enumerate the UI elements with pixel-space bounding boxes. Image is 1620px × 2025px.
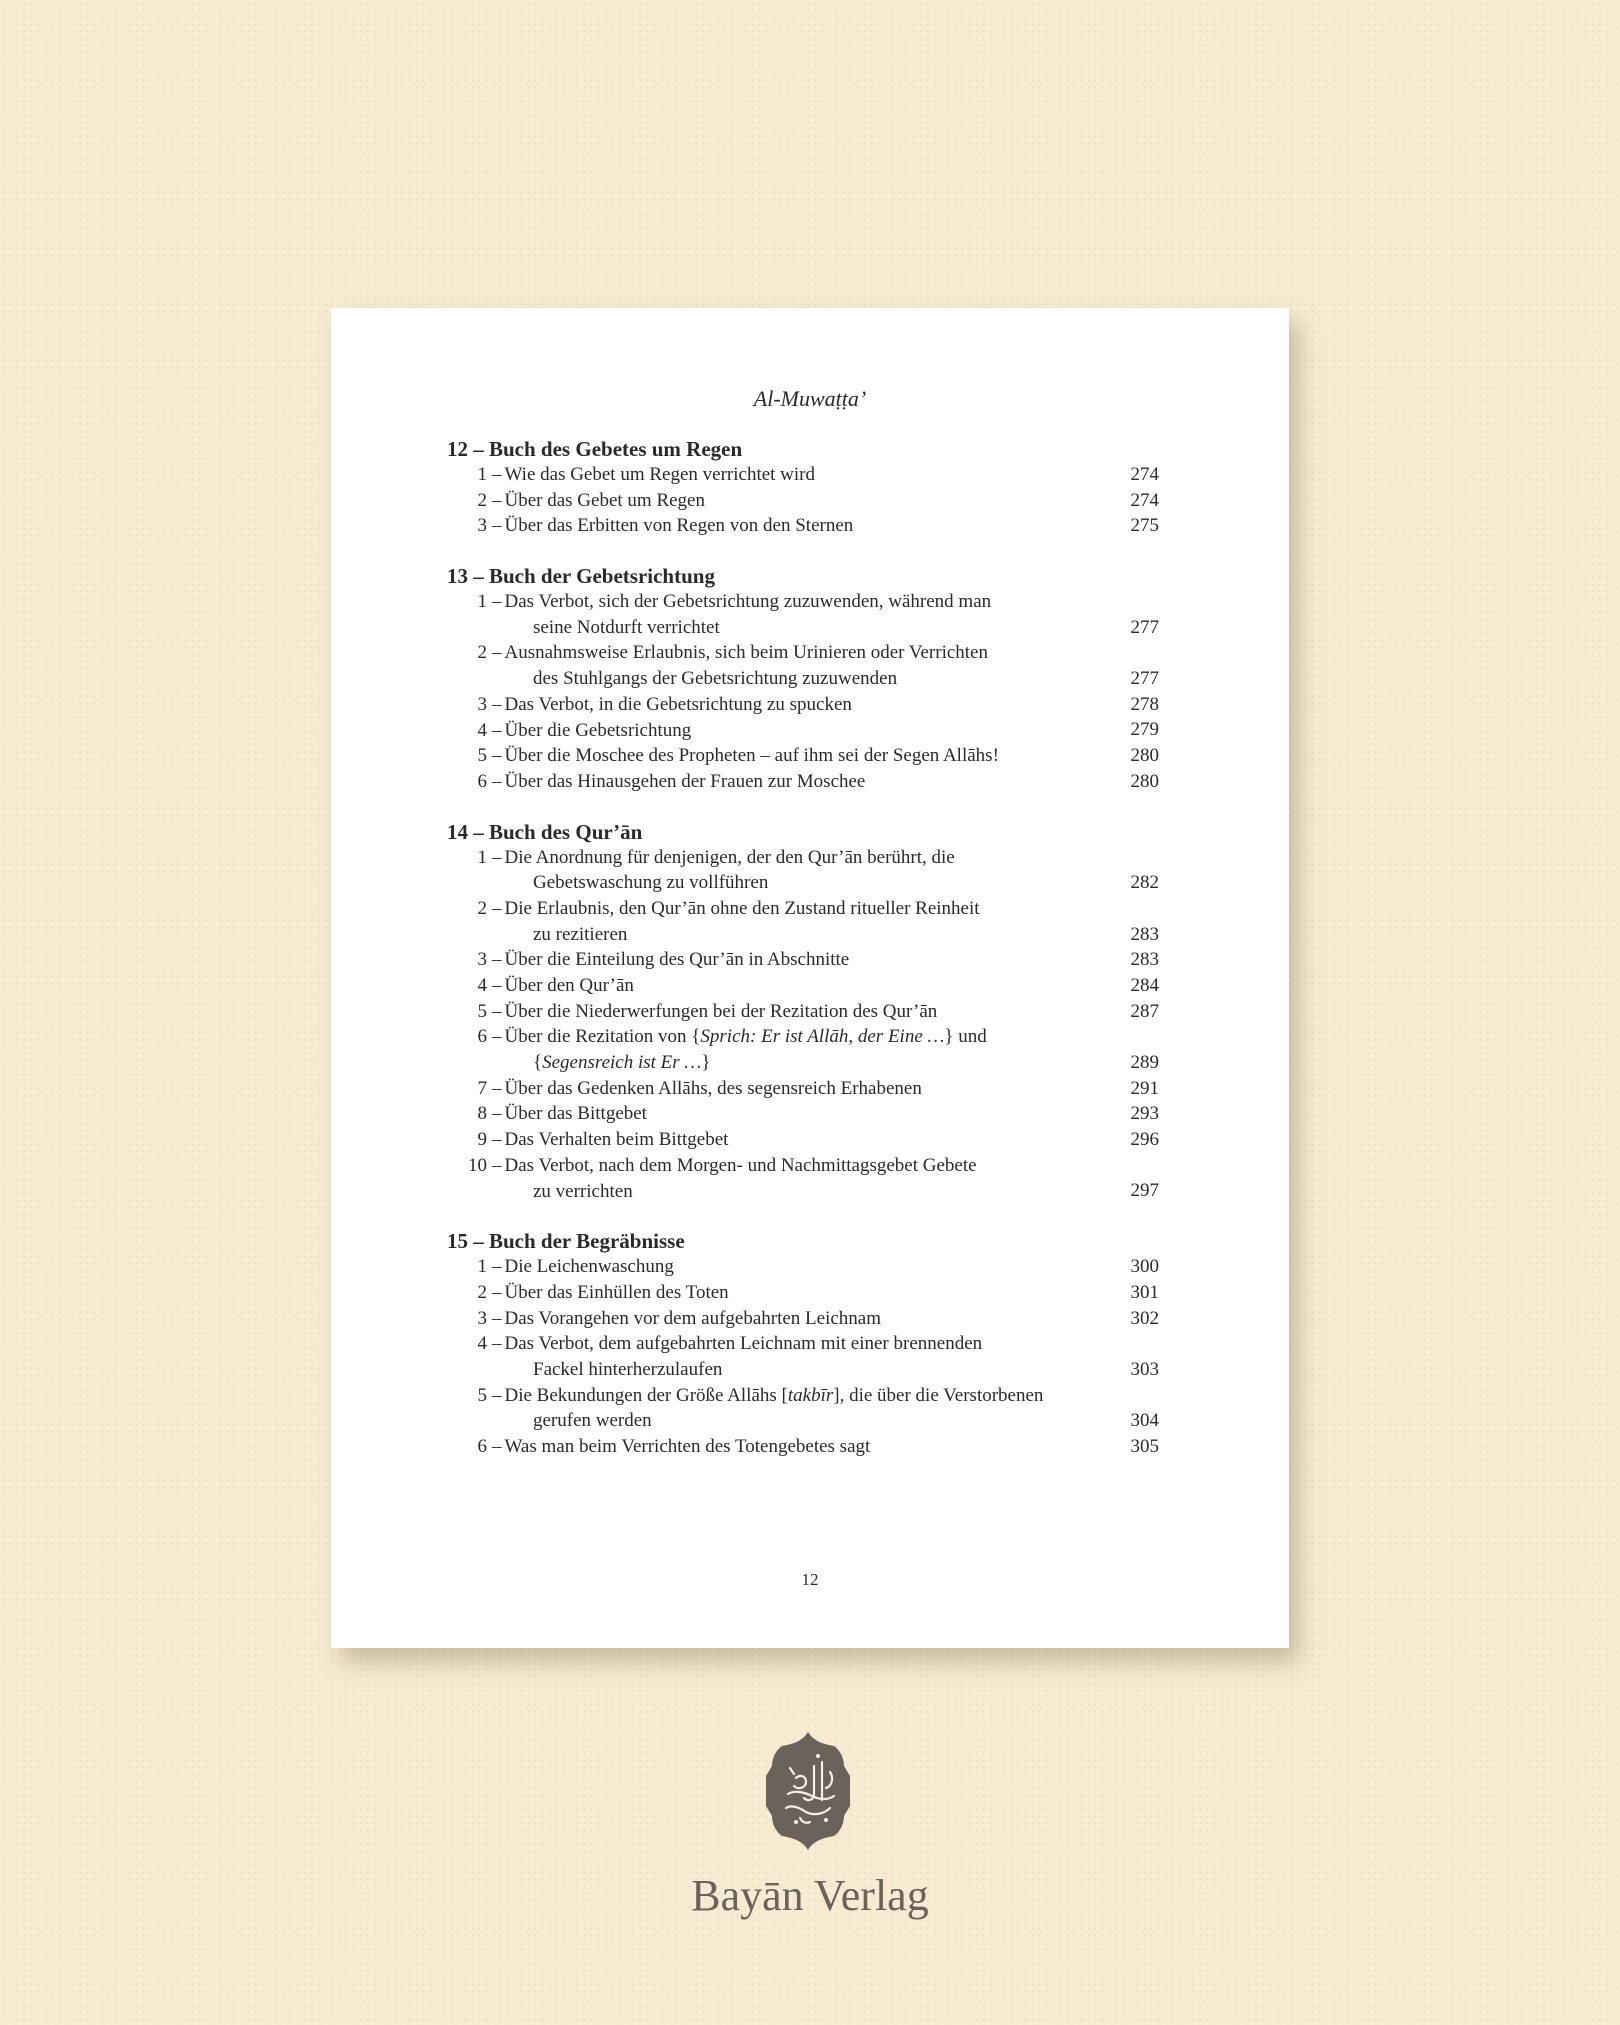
toc-entry-continuation xyxy=(447,1050,1159,1076)
entry-dash: – xyxy=(492,1077,502,1099)
toc-entry-line xyxy=(447,692,1159,718)
entry-text-italic: Sprich: Er ist Allāh, der Eine … xyxy=(700,1026,945,1048)
toc-entry-line xyxy=(447,973,1159,999)
entry-number: 2 xyxy=(477,489,487,511)
entry-dash: – xyxy=(492,642,502,664)
toc-entry-continuation: seine Notdurft verrichtet xyxy=(533,616,720,638)
entry-text: Ausnahmsweise Erlaubnis, sich beim Urinieren oder Verrichten xyxy=(504,642,988,664)
entry-text: gerufen werden xyxy=(533,1410,652,1432)
toc-entry-line xyxy=(447,462,1159,488)
toc-entry xyxy=(447,1306,1159,1332)
toc-entry xyxy=(447,947,1159,973)
entry-text: Das Verhalten beim Bittgebet xyxy=(504,1129,729,1151)
toc-entry xyxy=(447,1280,1159,1306)
entry-number: 10 xyxy=(468,1154,487,1176)
toc-entry xyxy=(447,1331,1159,1382)
entry-page-number: 293 xyxy=(1130,1103,1159,1125)
entry-text: Über das Bittgebet xyxy=(504,1103,647,1125)
publisher-name: Bayān Verlag xyxy=(691,1871,929,1920)
toc-entry xyxy=(447,513,1159,539)
toc-entry-line xyxy=(447,1383,1159,1409)
entry-number: 1 xyxy=(477,591,487,613)
entry-text: Das Verbot, nach dem Morgen- und Nachmittagsgebet Gebete xyxy=(504,1154,977,1176)
entry-number: 3 xyxy=(477,949,487,971)
toc-entry-line xyxy=(447,1254,1159,1280)
toc-entry xyxy=(447,845,1159,896)
entry-page-number: 289 xyxy=(1130,1052,1159,1074)
entry-number: 3 xyxy=(477,515,487,537)
entry-number: 9 xyxy=(477,1129,487,1151)
toc-entry xyxy=(447,743,1159,769)
entry-page-number: 296 xyxy=(1130,1129,1159,1151)
toc-entry-line xyxy=(447,640,1159,666)
entry-page-number: 277 xyxy=(1130,616,1159,638)
toc-book-section xyxy=(447,436,1159,539)
entry-number: 1 xyxy=(477,464,487,485)
entry-dash: – xyxy=(492,1436,502,1457)
entry-page-number: 279 xyxy=(1130,719,1159,741)
entry-number: 2 xyxy=(477,897,487,919)
toc-entry xyxy=(447,589,1159,640)
toc-entry-line xyxy=(447,589,1159,615)
entry-text: Das Verbot, sich der Gebetsrichtung zuzuwenden, während man xyxy=(504,591,992,613)
entry-text: Die Leichenwaschung xyxy=(504,1256,674,1278)
entry-page-number: 291 xyxy=(1130,1077,1159,1099)
entry-page-number: 283 xyxy=(1130,949,1159,971)
entry-page-number: 305 xyxy=(1130,1435,1159,1457)
entry-page-number: 280 xyxy=(1130,745,1159,767)
entry-page-number: 274 xyxy=(1130,489,1159,511)
toc-entry-line xyxy=(447,513,1159,539)
toc-entry-continuation: des Stuhlgangs der Gebetsrichtung zuzuwenden xyxy=(533,668,898,690)
toc-entry xyxy=(447,1434,1159,1460)
toc-entry xyxy=(447,1101,1159,1127)
toc-entry-line xyxy=(447,1076,1159,1102)
entry-number: 5 xyxy=(477,745,487,767)
toc-entry xyxy=(447,1076,1159,1102)
entry-number: 5 xyxy=(477,1000,487,1022)
entry-text: Die Erlaubnis, den Qur’ān ohne den Zustand ritueller Reinheit xyxy=(504,897,980,919)
toc-entry-line xyxy=(447,845,1159,871)
entry-number: 1 xyxy=(477,846,487,868)
entry-text-italic: Segensreich ist Er … xyxy=(542,1052,702,1074)
entry-page-number: 274 xyxy=(1130,463,1159,485)
entry-page-number: 275 xyxy=(1130,515,1159,537)
entry-page-number: 302 xyxy=(1130,1307,1159,1329)
entry-dash: – xyxy=(492,489,502,511)
table-of-contents xyxy=(447,436,1159,1484)
entry-dash: – xyxy=(492,1103,502,1125)
entry-dash: – xyxy=(492,464,502,485)
book-page xyxy=(331,308,1289,1648)
entry-number: 6 xyxy=(477,770,487,792)
entry-dash: – xyxy=(492,1333,502,1355)
entry-dash: – xyxy=(492,770,502,792)
toc-entry xyxy=(447,1383,1159,1434)
entry-text: Über den Qur’ān xyxy=(504,975,634,996)
toc-entry-line xyxy=(447,1280,1159,1306)
entry-dash: – xyxy=(492,1154,502,1176)
toc-entry xyxy=(447,999,1159,1025)
entry-text: Über die Niederwerfungen bei der Rezitation des Qur’ān xyxy=(504,1000,938,1022)
entry-dash: – xyxy=(492,1000,502,1022)
entry-text: Über die Einteilung des Qur’ān in Abschnitte xyxy=(504,949,850,971)
entry-number: 2 xyxy=(477,1281,487,1303)
toc-entry-line xyxy=(447,769,1159,795)
entry-number: 2 xyxy=(477,642,487,664)
entry-page-number: 304 xyxy=(1130,1410,1159,1432)
entry-text: } xyxy=(701,1052,711,1074)
toc-entry xyxy=(447,488,1159,514)
toc-entry-line xyxy=(447,1306,1159,1332)
entry-dash: – xyxy=(492,949,502,971)
entry-dash: – xyxy=(492,1384,502,1406)
toc-entry-line xyxy=(447,743,1159,769)
toc-entry xyxy=(447,1254,1159,1280)
entry-text-italic: takbīr xyxy=(787,1384,834,1406)
entry-dash: – xyxy=(492,1256,502,1278)
entry-dash: – xyxy=(492,897,502,919)
entry-text: Die Bekundungen der Größe Allāhs [ xyxy=(504,1384,788,1406)
entry-dash: – xyxy=(492,846,502,868)
toc-entry-line xyxy=(447,1127,1159,1153)
toc-entry-line xyxy=(447,1024,1159,1050)
entry-dash: – xyxy=(492,1026,502,1048)
entry-page-number: 287 xyxy=(1130,1000,1159,1022)
toc-entry xyxy=(447,1153,1159,1204)
toc-entry-line xyxy=(447,999,1159,1025)
entry-dash: – xyxy=(492,591,502,613)
entry-page-number: 300 xyxy=(1130,1256,1159,1278)
toc-entry-line xyxy=(447,947,1159,973)
toc-entry-continuation: Fackel hinterherzulaufen xyxy=(533,1358,723,1380)
entry-text: Über die Gebetsrichtung xyxy=(504,719,692,741)
entry-page-number: 297 xyxy=(1130,1180,1159,1202)
entry-number: 4 xyxy=(477,975,487,996)
toc-book-section xyxy=(447,819,1159,1205)
entry-text: } und xyxy=(944,1026,987,1048)
entry-number: 6 xyxy=(477,1026,487,1048)
toc-entry-line xyxy=(447,718,1159,744)
entry-text: Über das Gebet um Regen xyxy=(504,489,705,511)
entry-dash: – xyxy=(492,719,502,741)
entry-text: Über die Rezitation von { xyxy=(504,1026,701,1048)
entry-brace: { xyxy=(533,1052,543,1074)
entry-text: Über das Einhüllen des Toten xyxy=(504,1281,729,1303)
toc-entry-line xyxy=(447,896,1159,922)
running-head: Al-Muwaṭṭa’ xyxy=(753,386,867,411)
book-title: 12 – Buch des Gebetes um Regen xyxy=(447,437,743,461)
toc-entry xyxy=(447,1024,1159,1075)
entry-number: 1 xyxy=(477,1256,487,1278)
toc-entry xyxy=(447,1127,1159,1153)
entry-dash: – xyxy=(492,1129,502,1151)
entry-text: Über das Hinausgehen der Frauen zur Moschee xyxy=(504,770,866,792)
toc-book-section xyxy=(447,1228,1159,1460)
entry-page-number: 303 xyxy=(1130,1358,1159,1380)
entry-text: Über das Erbitten von Regen von den Sternen xyxy=(504,515,854,537)
entry-text: Über die Moschee des Propheten – auf ihm sei der Segen Allāhs! xyxy=(504,745,999,767)
toc-entry-continuation: Gebetswaschung zu vollführen xyxy=(533,872,769,894)
entry-number: 3 xyxy=(477,1307,487,1329)
entry-dash: – xyxy=(492,1307,502,1329)
toc-entry xyxy=(447,462,1159,488)
entry-text: Das Vorangehen vor dem aufgebahrten Leichnam xyxy=(504,1307,882,1329)
toc-entry-line xyxy=(447,1331,1159,1357)
toc-entry-line xyxy=(447,1153,1159,1179)
entry-dash: – xyxy=(492,515,502,537)
publisher-logo-icon xyxy=(760,1728,856,1854)
entry-number: 7 xyxy=(477,1077,487,1099)
entry-page-number: 280 xyxy=(1130,770,1159,792)
entry-text: ], die über die Verstorbenen xyxy=(833,1384,1044,1406)
book-title: 13 – Buch der Gebetsrichtung xyxy=(447,564,715,589)
entry-text: Über das Gedenken Allāhs, des segensreich Erhabenen xyxy=(504,1077,922,1099)
entry-number: 8 xyxy=(477,1103,487,1125)
entry-number: 4 xyxy=(477,1333,487,1355)
entry-page-number: 283 xyxy=(1130,923,1159,945)
entry-dash: – xyxy=(492,1281,502,1303)
toc-entry-continuation xyxy=(447,1408,1159,1434)
entry-text: Das Verbot, in die Gebetsrichtung zu spucken xyxy=(504,693,852,715)
entry-number: 6 xyxy=(477,1436,487,1457)
toc-entry-continuation: zu verrichten xyxy=(533,1180,633,1202)
entry-page-number: 284 xyxy=(1130,974,1159,996)
toc-entry xyxy=(447,769,1159,795)
entry-page-number: 282 xyxy=(1130,872,1159,894)
toc-entry xyxy=(447,692,1159,718)
page-number: 12 xyxy=(801,1570,819,1589)
toc-entry xyxy=(447,718,1159,744)
entry-page-number: 277 xyxy=(1130,668,1159,690)
entry-number: 5 xyxy=(477,1384,487,1406)
toc-entry-line xyxy=(447,1434,1159,1460)
book-title: 15 – Buch der Begräbnisse xyxy=(447,1229,685,1254)
toc-entry xyxy=(447,896,1159,947)
entry-dash: – xyxy=(492,745,502,767)
toc-entry xyxy=(447,973,1159,999)
entry-page-number: 278 xyxy=(1130,693,1159,715)
entry-text: Was man beim Verrichten des Totengebetes sagt xyxy=(504,1436,871,1457)
book-title: 14 – Buch des Qur’ān xyxy=(447,819,643,844)
toc-entry-line xyxy=(447,1101,1159,1127)
entry-text: Wie das Gebet um Regen verrichtet wird xyxy=(504,464,816,485)
entry-dash: – xyxy=(492,975,502,996)
entry-number: 3 xyxy=(477,693,487,715)
toc-entry xyxy=(447,640,1159,691)
toc-book-section xyxy=(447,563,1159,795)
entry-number: 4 xyxy=(477,719,487,741)
entry-page-number: 301 xyxy=(1130,1281,1159,1303)
entry-text: Die Anordnung für denjenigen, der den Qur’ān berührt, die xyxy=(504,846,955,868)
entry-dash: – xyxy=(492,693,502,715)
toc-entry-line xyxy=(447,488,1159,514)
toc-entry-continuation: zu rezitieren xyxy=(533,923,628,945)
entry-text: Das Verbot, dem aufgebahrten Leichnam mit einer brennenden xyxy=(504,1333,983,1355)
